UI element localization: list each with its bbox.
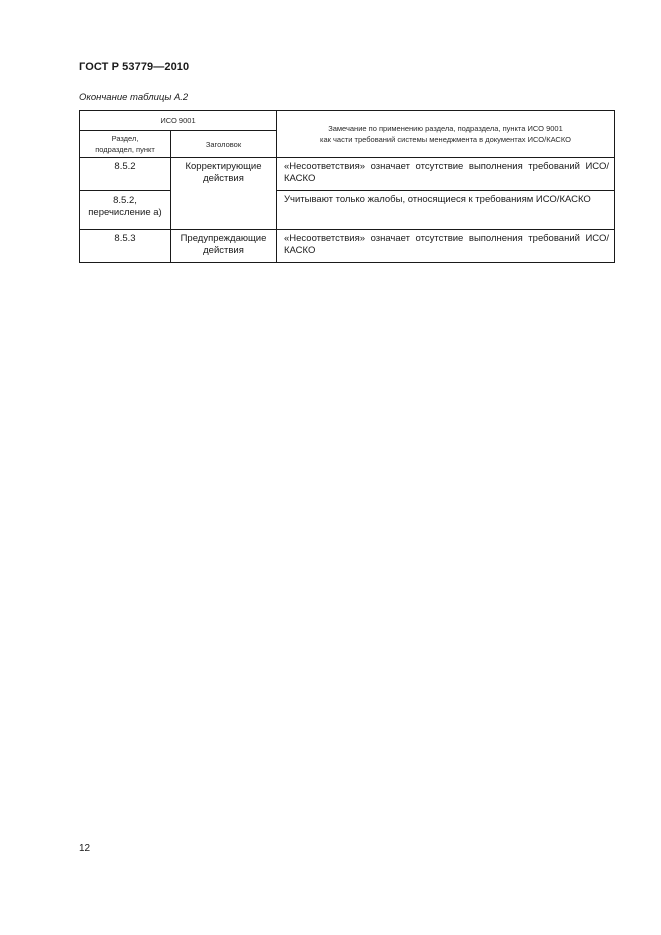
remark-column-header [277, 111, 615, 158]
table-caption: Окончание таблицы А.2 [79, 92, 189, 103]
remark-cell: «Несоответствия» означает отсутствие выполнения требований ИСО/КАСКО [277, 230, 615, 263]
iso-9001-header: ИСО 9001 [80, 111, 277, 131]
remark-header-text: Замечание по применению раздела, подраздела, пункта ИСО 9001 как части требований системы менеджмента в документах ИСО/КАСКО [320, 124, 571, 144]
heading-value: Корректирующие действия [185, 161, 262, 184]
section-column-header [80, 131, 171, 158]
table-header-row [80, 111, 615, 131]
section-header-text: Раздел, подраздел, пункт [95, 134, 155, 154]
section-value: 8.5.2, перечисление а) [88, 195, 162, 218]
remark-cell: «Несоответствия» означает отсутствие выполнения требований ИСО/КАСКО [277, 158, 615, 191]
document-header: ГОСТ Р 53779—2010 [79, 61, 190, 73]
heading-column-header: Заголовок [171, 131, 277, 158]
table-row [80, 158, 615, 191]
heading-value: Предупреждающие действия [180, 233, 267, 256]
heading-cell [171, 158, 277, 230]
section-cell [80, 230, 171, 263]
section-cell [80, 158, 171, 191]
page-number: 12 [79, 843, 91, 854]
section-value: 8.5.2 [114, 161, 136, 172]
section-cell [80, 191, 171, 230]
remark-cell: Учитывают только жалобы, относящиеся к требованиям ИСО/КАСКО [277, 191, 615, 230]
section-value: 8.5.3 [114, 233, 136, 244]
table-row [80, 191, 615, 230]
table-row [80, 230, 615, 263]
requirements-table [79, 110, 615, 263]
heading-cell [171, 230, 277, 263]
